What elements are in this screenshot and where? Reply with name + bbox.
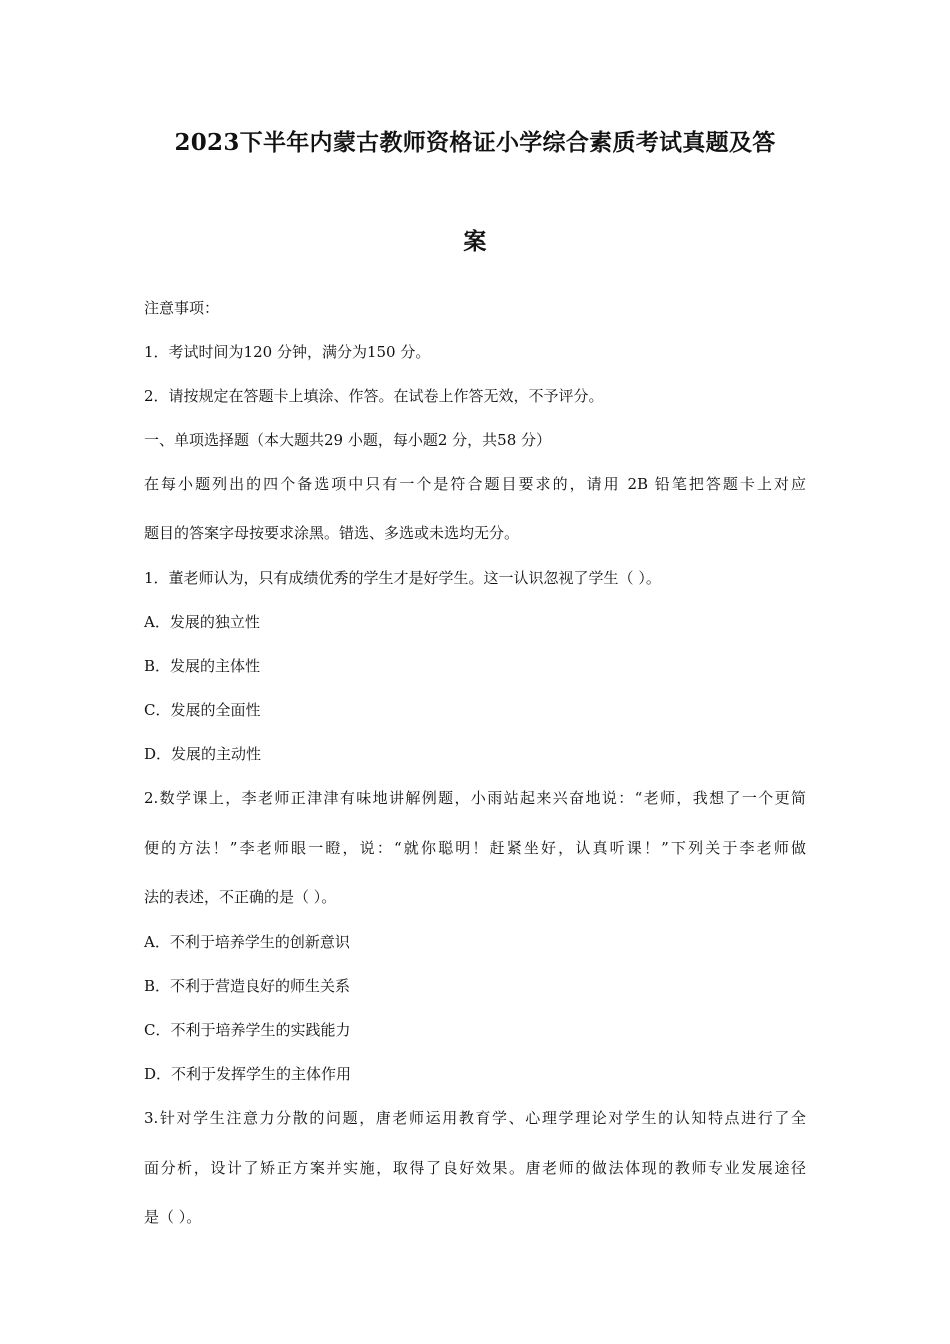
question-2-stem: 便的方法！”李老师眼一瞪，说：“就你聪明！赶紧坐好，认真听课！”下列关于李老师做 <box>144 839 806 857</box>
question-1-option-a: A．发展的独立性 <box>144 613 260 631</box>
question-1-option-c: C．发展的全面性 <box>144 701 261 719</box>
notice-item: 1．考试时间为120 分钟，满分为150 分。 <box>144 343 431 361</box>
notice-item: 2．请按规定在答题卡上填涂、作答。在试卷上作答无效，不予评分。 <box>144 387 604 405</box>
question-2-option-a: A．不利于培养学生的创新意识 <box>144 933 350 951</box>
document-title-line-1: 2023下半年内蒙古教师资格证小学综合素质考试真题及答 <box>174 129 776 156</box>
question-2-option-b: B．不利于营造良好的师生关系 <box>144 977 351 995</box>
section-heading: 一、单项选择题（本大题共29 小题，每小题2 分，共58 分） <box>144 431 552 449</box>
notice-heading: 注意事项： <box>144 299 220 317</box>
instructions-line: 在每小题列出的四个备选项中只有一个是符合题目要求的，请用 2B 铅笔把答题卡上对应 <box>144 475 806 493</box>
question-1-option-d: D．发展的主动性 <box>144 745 262 763</box>
question-1-stem: 1．董老师认为，只有成绩优秀的学生才是好学生。这一认识忽视了学生（ ）。 <box>144 569 661 587</box>
question-3-stem: 是（ ）。 <box>144 1208 202 1226</box>
instructions-line: 题目的答案字母按要求涂黑。错选、多选或未选均无分。 <box>144 524 520 542</box>
question-1-option-b: B．发展的主体性 <box>144 657 261 675</box>
question-2-option-d: D．不利于发挥学生的主体作用 <box>144 1065 352 1083</box>
question-2-stem: 2.数学课上，李老师正津津有味地讲解例题，小雨站起来兴奋地说：“老师，我想了一个更简 <box>144 789 806 807</box>
question-3-stem: 面分析，设计了矫正方案并实施，取得了良好效果。唐老师的做法体现的教师专业发展途径 <box>144 1159 806 1177</box>
document-title-line-2: 案 <box>463 228 487 255</box>
question-2-option-c: C．不利于培养学生的实践能力 <box>144 1021 351 1039</box>
question-2-stem: 法的表述，不正确的是（ ）。 <box>144 888 337 906</box>
question-3-stem: 3.针对学生注意力分散的问题，唐老师运用教育学、心理学理论对学生的认知特点进行了全 <box>144 1109 806 1127</box>
